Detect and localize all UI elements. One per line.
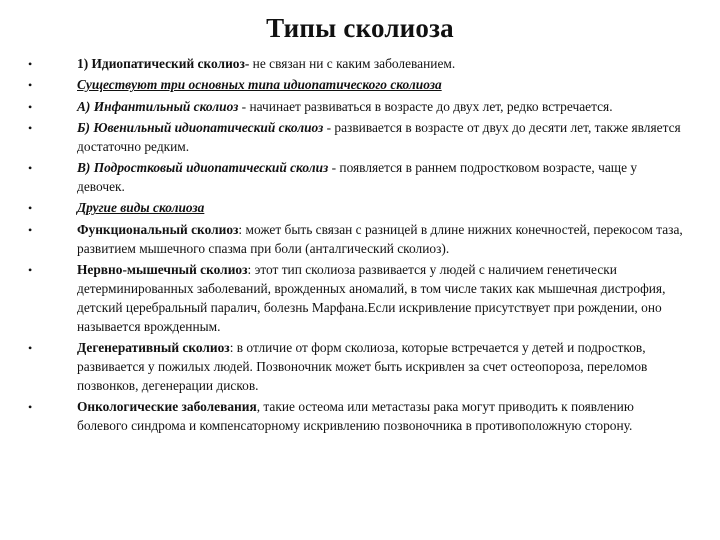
list-item bbox=[28, 261, 684, 337]
bullet-list bbox=[28, 55, 684, 438]
bullet-icon: • bbox=[28, 399, 33, 414]
item-text: , такие остеома или метастазы рака могут приводить к появлению болевого синдрома и компенсаторному искривлению позвоночника в противоположную сторону. bbox=[77, 398, 634, 433]
list-item bbox=[28, 98, 684, 117]
bullet-icon: • bbox=[28, 78, 33, 93]
item-heading: Б) Ювенильный идиопатический сколиоз bbox=[77, 119, 324, 135]
bullet-icon: • bbox=[28, 222, 33, 237]
item-text: не связан ни с каким заболеванием. bbox=[249, 56, 456, 71]
bullet-icon: • bbox=[28, 340, 33, 355]
item-text: : может быть связан с разницей в длине нижних конечностей, перекосом таза, развитием мышечного спазма при боли (анталгический сколиоз). bbox=[77, 221, 683, 256]
list-item bbox=[28, 199, 684, 218]
slide-title: Типы сколиоза bbox=[266, 13, 454, 43]
bullet-icon: • bbox=[28, 120, 33, 135]
bullet-icon: • bbox=[28, 99, 33, 114]
list-item bbox=[28, 159, 684, 197]
item-heading: Функциональный сколиоз bbox=[77, 221, 239, 237]
item-heading: Нервно-мышечный сколиоз bbox=[77, 261, 248, 277]
bullet-icon: • bbox=[28, 57, 33, 71]
list-item bbox=[28, 119, 684, 157]
item-heading: Онкологические заболевания bbox=[77, 398, 257, 414]
bullet-icon: • bbox=[28, 161, 33, 176]
item-heading: Другие виды сколиоза bbox=[77, 200, 205, 216]
list-item bbox=[28, 55, 684, 74]
list-item bbox=[28, 339, 684, 396]
item-text: - появляется в раннем подростковом возрасте, чаще у девочек. bbox=[77, 160, 638, 194]
item-heading: А) Инфантильный сколиоз bbox=[77, 98, 239, 114]
list-item bbox=[28, 76, 684, 95]
item-heading: 1) Идиопатический сколиоз- bbox=[77, 56, 250, 71]
item-text: - развивается в возрасте от двух до десяти лет, также является достаточно редким. bbox=[77, 119, 681, 154]
list-item bbox=[28, 221, 684, 259]
item-text: : этот тип сколиоза развивается у людей с наличием генетически детерминированных заболеваний, врожденных аномалий, в том числе таких как мышечная дистрофия, детский церебральный паралич, болезнь Марфана.Если искривление присутствует при рождении, оно называется врожденным. bbox=[77, 261, 666, 334]
item-heading: Существуют три основных типа идиопатического сколиоза bbox=[77, 77, 442, 93]
item-text: - начинает развиваться в возрасте до двух лет, редко встречается. bbox=[238, 98, 613, 114]
item-heading: Дегенеративный сколиоз bbox=[77, 339, 230, 355]
bullet-icon: • bbox=[28, 262, 33, 277]
bullet-icon: • bbox=[28, 201, 33, 216]
item-text: : в отличие от форм сколиоза, которые встречается у детей и подростков, развивается у пожилых людей. Позвоночник может быть искривлен за счет остеопороза, переломов позвонков, дегенерации дисков. bbox=[77, 339, 648, 393]
list-item bbox=[28, 398, 684, 436]
item-heading: В) Подростковый идиопатический сколиз bbox=[77, 160, 329, 176]
